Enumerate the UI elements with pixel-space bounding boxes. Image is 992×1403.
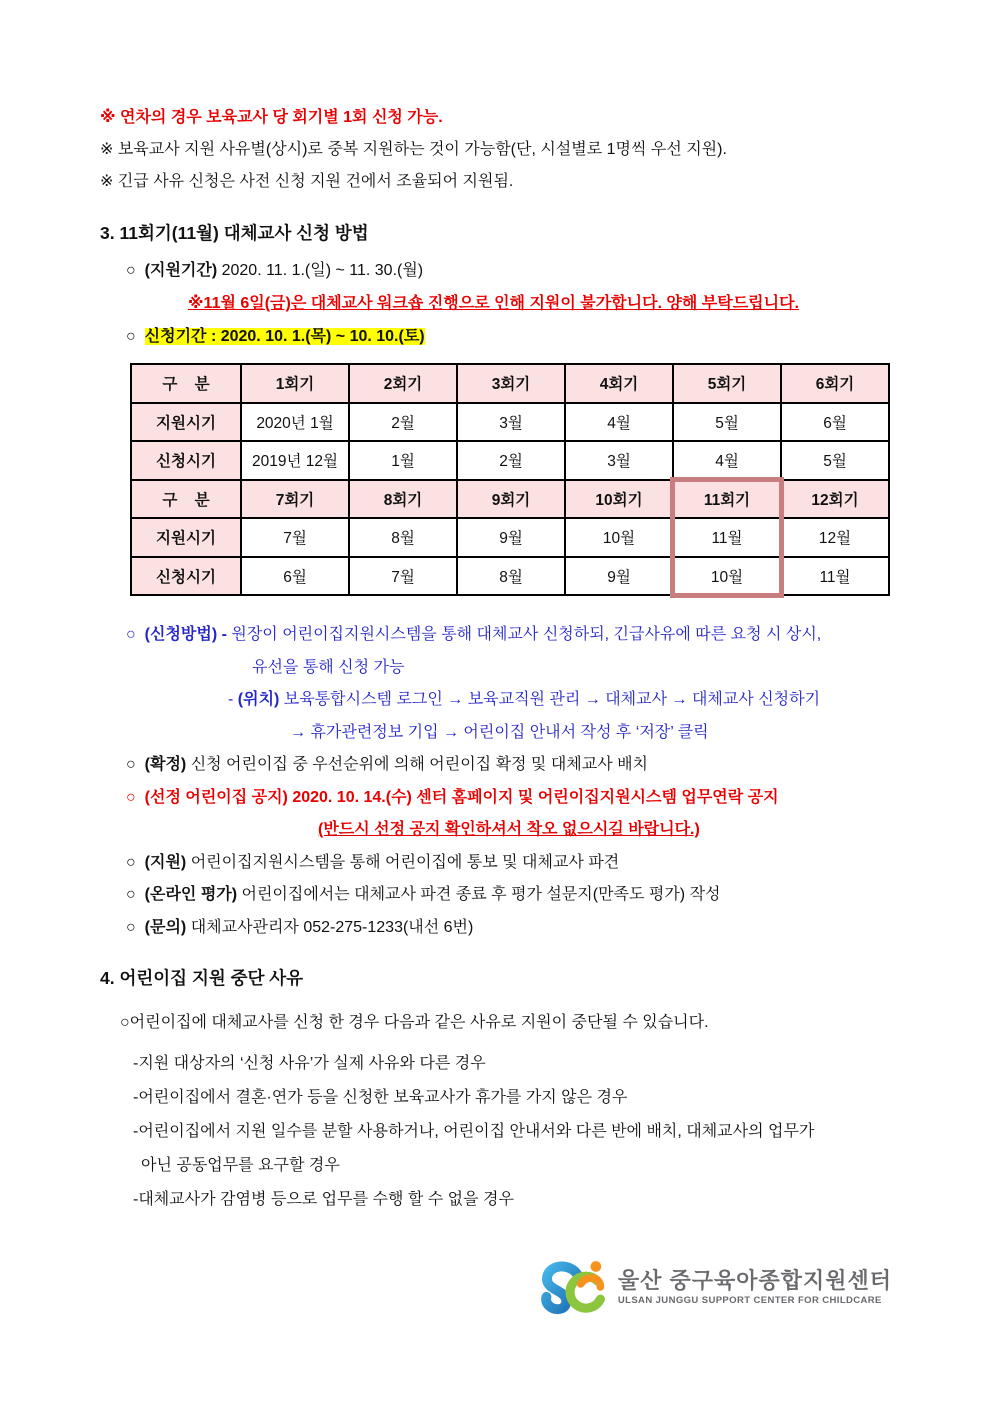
suspension-reason-4 [133, 1183, 992, 1217]
table-row [131, 518, 889, 557]
line-workshop-notice-text: ※11월 6일(금)은 대체교사 워크숍 진행으로 인해 지원이 불가합니다. 양해 부탁드립니다. [188, 295, 799, 312]
line-selection-notice [126, 782, 992, 815]
table-header-cell: 12회기 [781, 480, 889, 519]
table-cell: 7월 [349, 557, 457, 596]
table-row [131, 557, 889, 596]
table-row [131, 403, 889, 442]
line-support-period [126, 254, 992, 287]
table-row [131, 441, 889, 480]
table-label-cell: 신청시기 [131, 441, 241, 480]
table-row [131, 480, 889, 519]
section-3 [0, 220, 992, 944]
line-contact [126, 912, 992, 945]
section-4-heading: 4. 어린이집 지원 중단 사유 [100, 968, 304, 988]
line-application-method-text: (신청방법) - 원장이 어린이집지원시스템을 통해 대체교사 신청하되, 긴급사유에 따른 요청 시 상시, [144, 626, 822, 643]
schedule-table [130, 363, 890, 596]
line-suspension-intro [120, 1006, 992, 1040]
note-duplicate-support [100, 134, 727, 166]
table-header-cell: 6회기 [781, 364, 889, 403]
suspension-reason-4-text: -대체교사가 감염병 등으로 업무를 수행 할 수 없을 경우 [133, 1191, 514, 1208]
table-cell: 9월 [565, 557, 673, 596]
table-label-cell: 지원시기 [131, 403, 241, 442]
circle-bullet-icon: ○ [126, 788, 136, 806]
line-selection-warning-text: (반드시 선정 공지 확인하셔서 착오 없으시길 바랍니다.) [318, 821, 700, 838]
section-3-post-table-lines [0, 619, 992, 944]
table-cell: 11월 [781, 557, 889, 596]
center-logo-text [618, 1268, 892, 1307]
table-cell: 5월 [673, 403, 781, 442]
line-location-cont [290, 717, 992, 750]
table-cell: 12월 [781, 518, 889, 557]
line-workshop-notice [188, 287, 992, 320]
line-location-cont-text: → 휴가관련정보 기입 → 어린이집 안내서 작성 후 ‘저장’ 클릭 [290, 723, 709, 741]
line-confirmation-text: (확정) 신청 어린이집 중 우선순위에 의해 어린이집 확정 및 대체교사 배치 [144, 756, 649, 773]
circle-bullet-icon: ○ [126, 886, 136, 903]
schedule-table-wrap [130, 363, 890, 596]
table-header-cell: 11회기 [673, 480, 781, 519]
line-application-method-cont-text: 유선을 통해 신청 가능 [252, 658, 405, 676]
table-cell: 2020년 1월 [241, 403, 349, 442]
table-cell: 2월 [349, 403, 457, 442]
table-header-cell: 4회기 [565, 364, 673, 403]
table-cell: 5월 [781, 441, 889, 480]
suspension-reason-2-text: -어린이집에서 결혼·연가 등을 신청한 보육교사가 휴가를 가지 않은 경우 [133, 1089, 628, 1106]
table-cell: 11월 [673, 518, 781, 557]
circle-bullet-icon: ○ [126, 262, 136, 279]
section-4 [0, 965, 992, 1217]
circle-bullet-icon: ○ [126, 853, 136, 871]
line-location [228, 684, 992, 717]
center-logo-icon [532, 1256, 608, 1318]
suspension-reason-3-cont-text: 아닌 공동업무를 요구할 경우 [141, 1157, 340, 1174]
suspension-reason-1-text: -지원 대상자의 ‘신청 사유’가 실제 사유와 다른 경우 [133, 1055, 486, 1072]
note-annual-leave-text: ※ 연차의 경우 보육교사 당 회기별 1회 신청 가능. [100, 109, 443, 126]
logo-title: 울산 중구육아종합지원센터 [617, 1267, 892, 1293]
table-cell: 8월 [457, 557, 565, 596]
line-contact-text: (문의) 대체교사관리자 052-275-1233(내선 6번) [144, 918, 474, 936]
line-dispatch [126, 847, 992, 880]
line-support-period-text: (지원기간) 2020. 11. 1.(일) ~ 11. 30.(월) [144, 262, 424, 279]
table-header-cell: 3회기 [457, 364, 565, 403]
circle-bullet-icon: ○ [126, 918, 136, 936]
line-application-period-text: 신청기간 : 2020. 10. 1.(목) ~ 10. 10.(토) [144, 328, 425, 345]
top-notes [100, 102, 727, 198]
note-duplicate-support-text: ※ 보육교사 지원 사유별(상시)로 중복 지원하는 것이 가능함(단, 시설별로 1명씩 우선 지원). [100, 141, 727, 158]
table-header-cell: 구 분 [131, 480, 241, 519]
circle-bullet-icon: ○ [126, 756, 136, 773]
table-cell: 3월 [565, 441, 673, 480]
table-header-cell: 구 분 [131, 364, 241, 403]
line-online-evaluation [126, 879, 992, 912]
note-annual-leave [100, 102, 727, 134]
table-cell: 1월 [349, 441, 457, 480]
table-cell: 4월 [673, 441, 781, 480]
table-header-cell: 5회기 [673, 364, 781, 403]
circle-bullet-icon: ○ [126, 328, 136, 345]
note-urgent-reason-text: ※ 긴급 사유 신청은 사전 신청 지원 건에서 조율되어 지원됨. [100, 173, 514, 190]
suspension-reason-3-text: -어린이집에서 지원 일수를 분할 사용하거나, 어린이집 안내서와 다른 반에 배치, 대체교사의 업무가 [133, 1123, 815, 1140]
table-cell: 10월 [565, 518, 673, 557]
suspension-reason-3 [133, 1115, 992, 1149]
table-cell: 3월 [457, 403, 565, 442]
note-urgent-reason [100, 166, 727, 198]
logo-subtitle: ULSAN JUNGGU SUPPORT CENTER FOR CHILDCARE [617, 1294, 882, 1306]
line-online-evaluation-text: (온라인 평가) 어린이집에서는 대체교사 파견 종료 후 평가 설문지(만족도 평가) 작성 [144, 886, 721, 903]
line-dispatch-text: (지원) 어린이집지원시스템을 통해 어린이집에 통보 및 대체교사 파견 [144, 853, 620, 871]
line-application-method-cont [252, 652, 992, 685]
table-cell: 4월 [565, 403, 673, 442]
table-cell: 6월 [241, 557, 349, 596]
table-header-cell: 2회기 [349, 364, 457, 403]
line-location-text: - (위치) 보육통합시스템 로그인 → 보육교직원 관리 → 대체교사 → 대체교사 신청하기 [228, 691, 821, 708]
table-header-cell: 1회기 [241, 364, 349, 403]
circle-bullet-icon: ○ [126, 626, 136, 643]
line-suspension-intro-text: ○어린이집에 대체교사를 신청 한 경우 다음과 같은 사유로 지원이 중단될 수 있습니다. [120, 1014, 709, 1031]
table-cell: 2월 [457, 441, 565, 480]
table-cell: 8월 [349, 518, 457, 557]
table-cell: 2019년 12월 [241, 441, 349, 480]
table-label-cell: 지원시기 [131, 518, 241, 557]
section-3-pre-table-lines [0, 254, 992, 353]
table-cell: 9월 [457, 518, 565, 557]
line-confirmation [126, 749, 992, 782]
table-header-cell: 9회기 [457, 480, 565, 519]
table-row [131, 364, 889, 403]
line-selection-warning [318, 814, 992, 847]
table-label-cell: 신청시기 [131, 557, 241, 596]
line-application-period [126, 320, 992, 353]
table-header-cell: 7회기 [241, 480, 349, 519]
section-3-heading: 3. 11회기(11월) 대체교사 신청 방법 [100, 223, 369, 243]
table-header-cell: 8회기 [349, 480, 457, 519]
table-header-cell: 10회기 [565, 480, 673, 519]
table-cell: 10월 [673, 557, 781, 596]
suspension-reason-2 [133, 1081, 992, 1115]
line-selection-notice-text: (선정 어린이집 공지) 2020. 10. 14.(수) 센터 홈페이지 및 어린이집지원시스템 업무연락 공지 [144, 788, 779, 806]
table-cell: 7월 [241, 518, 349, 557]
suspension-reason-3-cont [141, 1149, 992, 1183]
line-application-method [126, 619, 992, 652]
suspension-reason-list [0, 1006, 992, 1217]
suspension-reason-1 [133, 1047, 992, 1081]
table-cell: 6월 [781, 403, 889, 442]
footer-logo [532, 1256, 892, 1318]
